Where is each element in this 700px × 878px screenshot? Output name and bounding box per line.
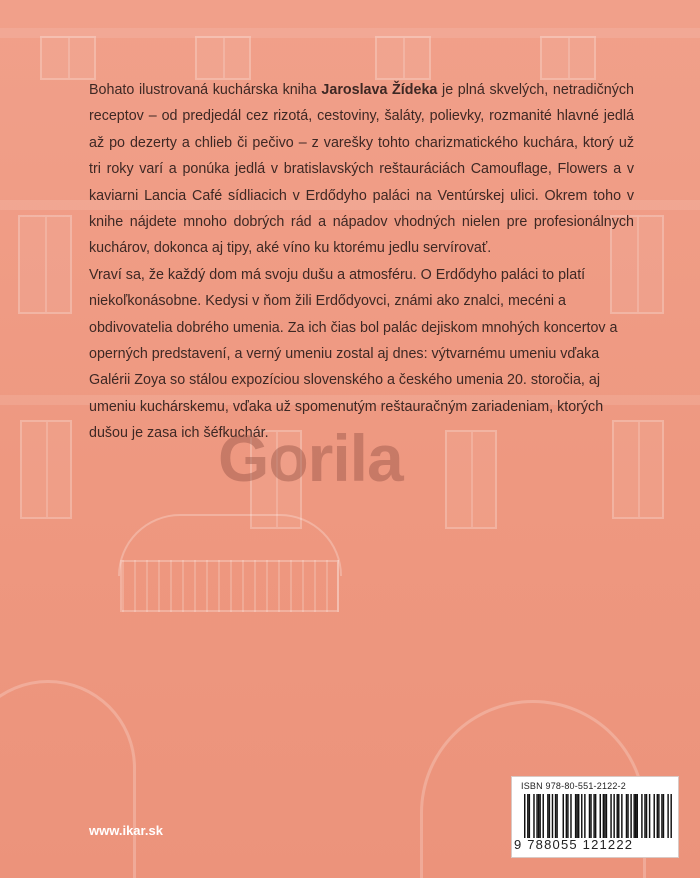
publisher-url: www.ikar.sk <box>89 823 163 838</box>
blurb-intro: Bohato ilustrovaná kuchárska kniha <box>89 82 322 98</box>
isbn-label: ISBN 978-80-551-2122-2 <box>521 781 626 791</box>
blurb-paragraph-1 <box>89 77 634 262</box>
author-name: Jaroslava Žídeka <box>321 82 438 98</box>
blurb-paragraph-2: Vraví sa, že každý dom má svoju dušu a atmosféru. O Erdődyho paláci to platí niekoľkonásobne. Kedysi v ňom žili Erdődyovci, známi ako znalci, mecéni a obdivovatelia dobrého umenia. Za ich čias bol palác dejiskom mnohých koncertov a operných predstavení, a verný umeniu zostal aj dnes: výtvarnému umeniu vďaka Galérii Zoya so stálou expozíciou slovenského a českého umenia 20. storočia, aj umeniu kuchárskemu, vďaka už spomenutým reštauračným zariadeniam, ktorých dušou je zasa ich šéfkuchár. <box>89 266 618 442</box>
barcode-bars <box>524 794 672 838</box>
barcode-digits: 9 788055 121222 <box>514 837 634 852</box>
watermark: Gorila <box>218 421 403 495</box>
blurb-body: je plná skvelých, netradičných receptov – od predjedál cez rizotá, cestoviny, šaláty, polievky, rozmanité hlavné jedlá až po dezerty a chlieb či pečivo – z varešky tohto charizmatického kuchára, ktorý už tri roky varí a ponúka jedlá v bratislavských reštauráciách Camouflage, Flowers a v kaviarni Lancia Café sídliacich v Erdődyho paláci na Ventúrskej ulici. Okrem toho v knihe nájdete mnoho dobrých rád a nápadov vhodných nielen pre profesionálnych kuchárov, dokonca aj tipy, aké víno ku ktorému jedlu servírovať. <box>89 82 634 257</box>
isbn-barcode <box>511 776 679 858</box>
blurb-text <box>89 77 634 447</box>
